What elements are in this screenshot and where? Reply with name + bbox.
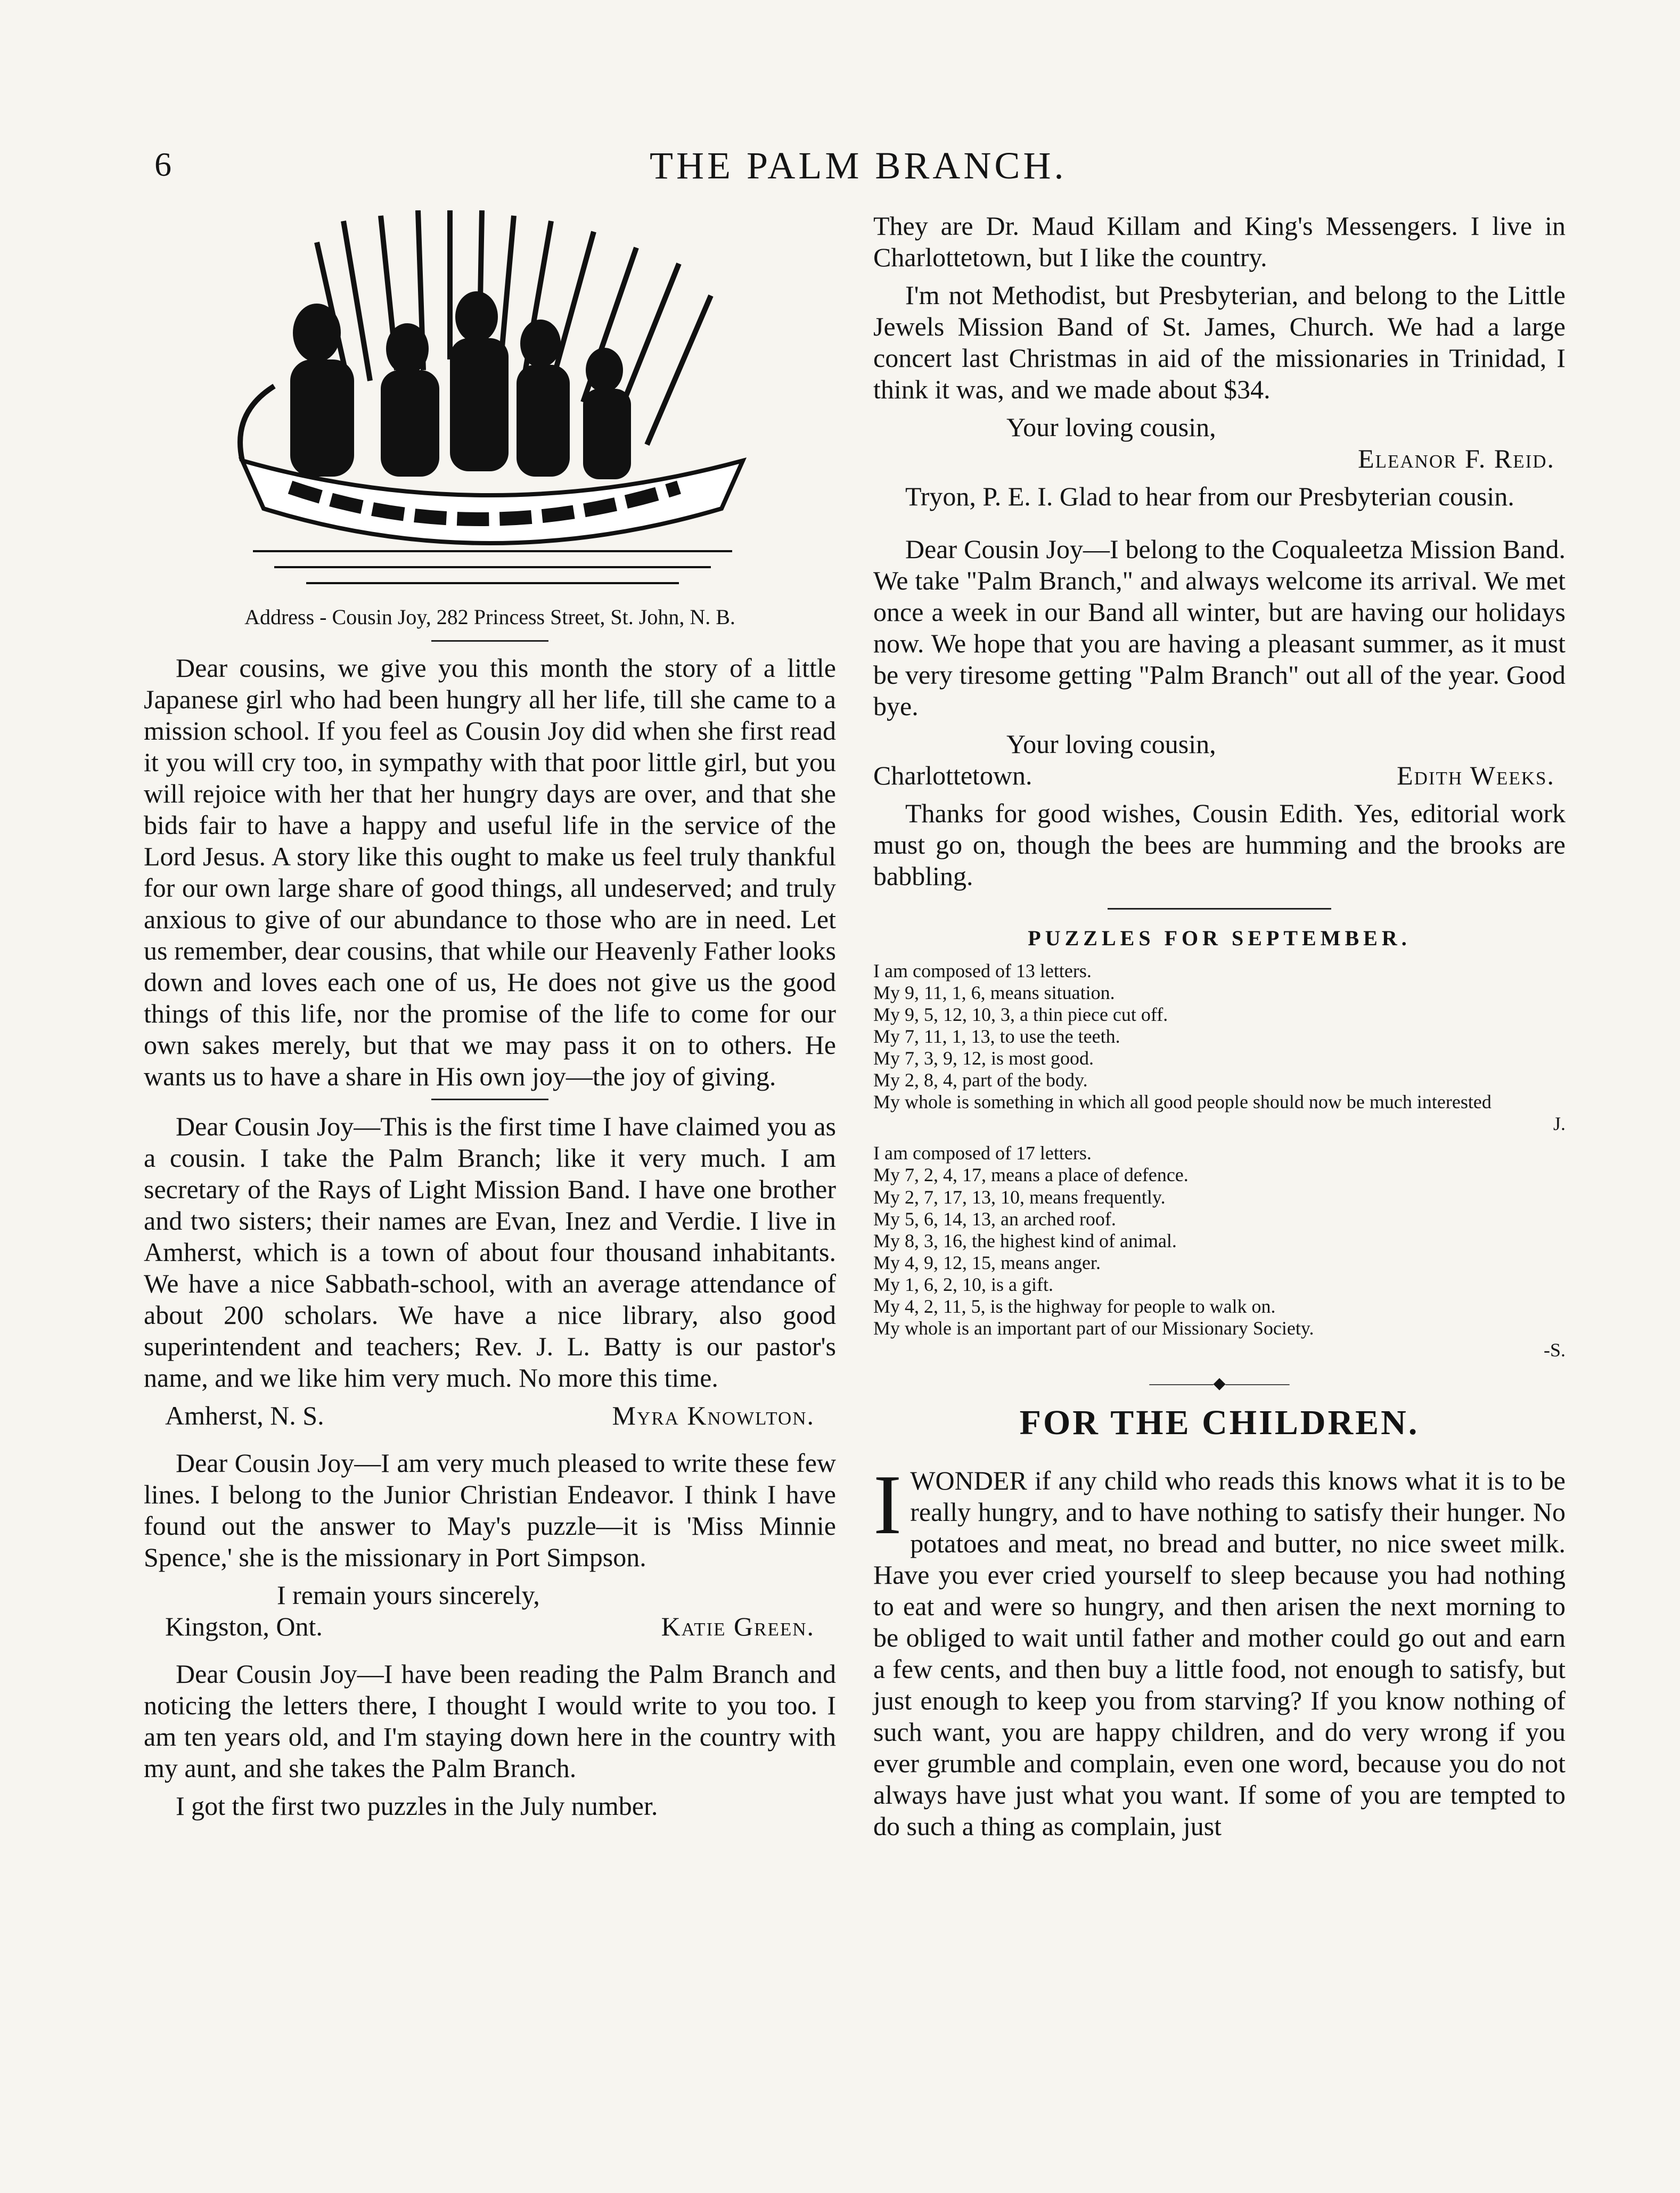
letter-eleanor-end: They are Dr. Maud Killam and King's Messengers. I live in Charlottetown, but I like the country. [873, 211, 1566, 272]
editor-reply: Tryon, P. E. I. Glad to hear from our Presbyterian cousin. [905, 481, 1514, 511]
puzzle-line: My whole is an important part of our Missionary Society. [873, 1317, 1314, 1339]
signature-row [144, 1611, 836, 1642]
letter-closing: Your loving cousin, [1006, 412, 1216, 442]
puzzle-line: My 4, 9, 12, 15, means anger. [873, 1251, 1101, 1273]
puzzle-signature: -S. [1543, 1339, 1566, 1361]
puzzle-line: My 7, 11, 1, 13, to use the teeth. [873, 1026, 1120, 1048]
puzzle-line: My 5, 6, 14, 13, an arched roof. [873, 1208, 1116, 1230]
puzzle-two [873, 1142, 1566, 1361]
diamond-divider: ————◆———— [1149, 1374, 1290, 1392]
story-paragraph [873, 1457, 1566, 1842]
puzzle-line: My 2, 7, 17, 13, 10, means frequently. [873, 1186, 1166, 1208]
intro-paragraph: Dear cousins, we give you this month the story of a little Japanese girl who had been hungry all her life, till she came to a mission school. If you feel as Cousin Joy did when she first read it you will cry too, in sympathy with that poor little girl, but you will rejoice with her that her hungry days are over, and that she bids fair to have a happy and useful life in the service of the Lord Jesus. A story like this ought to make us feel truly thankful for our own large share of good things, all undeserved; and truly anxious to give of our abundance to those who are in need. Let us remember, dear cousins, that while our Heavenly Father looks down and loves each one of us, He does not give us the good things of this life, nor the promise of the life to come for our own sakes merely, but that we may pass it on to others. He wants us to have a share in His own joy—the joy of giving. [144, 653, 836, 1092]
page-title: THE PALM BRANCH. [650, 144, 1067, 187]
puzzle-line: My 1, 6, 2, 10, is a gift. [873, 1273, 1053, 1295]
letter-signature: Myra Knowlton. [612, 1401, 815, 1431]
letter-signature: Edith Weeks. [1397, 760, 1555, 790]
puzzle-line: My whole is something in which all good people should now be much interested [873, 1091, 1491, 1113]
letter-closing: I remain yours sincerely, [277, 1580, 540, 1610]
puzzle-one [873, 960, 1566, 1135]
letter-place: Amherst, N. S. [165, 1401, 324, 1431]
section-heading: FOR THE CHILDREN. [1019, 1403, 1420, 1443]
letter-closing: Your loving cousin, [1006, 729, 1216, 759]
puzzle-line: My 7, 3, 9, 12, is most good. [873, 1048, 1094, 1069]
signature-row [144, 1400, 836, 1431]
story-text: WONDER if any child who reads this knows what it is to be really hungry, and to have nothing to satisfy their hunger. No potatoes and meat, no bread and butter, no nice sweet milk. Have you ever cried yourself to sleep because you had nothing to eat and were so hungry, and then arisen the next morning to be obliged to wait until father and mother could go out and earn a few cents, and then buy a little food, not enough to satisfy, but just enough to keep you from starving? If you know nothing of such want, you are happy children, and do very wrong if you ever grumble and complain, even one word, because you do not always have just what you want. If some of you are tempted to do such a thing as complain, just [873, 1466, 1566, 1842]
right-column [873, 210, 1566, 1848]
puzzle-line: My 7, 2, 4, 17, means a place of defence. [873, 1164, 1189, 1186]
page-number: 6 [154, 145, 171, 183]
puzzle-line: My 9, 5, 12, 10, 3, a thin piece cut off. [873, 1004, 1168, 1026]
letter-edith: Dear Cousin Joy—I belong to the Coqualeetza Mission Band. We take "Palm Branch," and always welcome its arrival. We met once a week in our Band all winter, but are having our holidays now. We hope that you are having a pleasant summer, as it must be very tiresome getting "Palm Branch" out all of the year. Good bye. [873, 534, 1566, 721]
letter-eleanor-paragraph: I'm not Methodist, but Presbyterian, and belong to the Little Jewels Mission Band of St. James, Church. We had a large concert last Christmas in aid of the missionaries in Trinidad, I think it was, and we made about $34. [873, 280, 1566, 404]
letter-place: Kingston, Ont. [165, 1611, 323, 1642]
puzzle-line: I am composed of 17 letters. [873, 1142, 1092, 1164]
divider [431, 1099, 548, 1100]
puzzle-signature: J. [1553, 1113, 1566, 1135]
letter-signature: Katie Green. [661, 1611, 815, 1642]
puzzles-heading: PUZZLES FOR SEPTEMBER. [1028, 926, 1411, 950]
divider [431, 640, 548, 642]
puzzle-line: I am composed of 13 letters. [873, 960, 1092, 982]
letter-signature: Eleanor F. Reid. [1358, 444, 1555, 473]
illustration-caption: Address - Cousin Joy, 282 Princess Street, St. John, N. B. [244, 605, 735, 629]
drop-cap: I [873, 1457, 902, 1552]
cousin-joy-illustration [210, 210, 769, 594]
divider [1108, 908, 1331, 910]
signature-row [873, 760, 1566, 791]
left-column [144, 210, 836, 1828]
letter-myra: Dear Cousin Joy—This is the first time I have claimed you as a cousin. I take the Palm Branch; like it very much. I am secretary of the Rays of Light Mission Band. I have one brother and two sisters; their names are Evan, Inez and Verdie. I live in Amherst, which is a town of about four thousand inhabitants. We have a nice Sabbath-school, with an average attendance of about 200 scholars. We have a nice library, also good superintendent and teachers; Rev. J. L. Batty is our pastor's name, and we like him very much. No more this time. [144, 1111, 836, 1393]
puzzle-line: My 9, 11, 1, 6, means situation. [873, 982, 1115, 1004]
letter-eleanor: Dear Cousin Joy—I have been reading the Palm Branch and noticing the letters there, I thought I would write to you too. I am ten years old, and I'm staying down here in the country with my aunt, and she takes the Palm Branch. [144, 1659, 836, 1783]
letter-place: Charlottetown. [873, 760, 1032, 790]
puzzle-line: My 8, 3, 16, the highest kind of animal. [873, 1230, 1177, 1251]
puzzle-line: My 4, 2, 11, 5, is the highway for people to walk on. [873, 1295, 1276, 1317]
puzzle-line: My 2, 8, 4, part of the body. [873, 1069, 1088, 1091]
letter-katie: Dear Cousin Joy—I am very much pleased to write these few lines. I belong to the Junior Christian Endeavor. I think I have found out the answer to May's puzzle—it is 'Miss Minnie Spence,' she is the missionary in Port Simpson. [144, 1448, 836, 1573]
letter-eleanor-continued: I got the first two puzzles in the July number. [176, 1791, 658, 1821]
editor-reply: Thanks for good wishes, Cousin Edith. Yes, editorial work must go on, though the bees are humming and the brooks are babbling. [873, 798, 1566, 891]
